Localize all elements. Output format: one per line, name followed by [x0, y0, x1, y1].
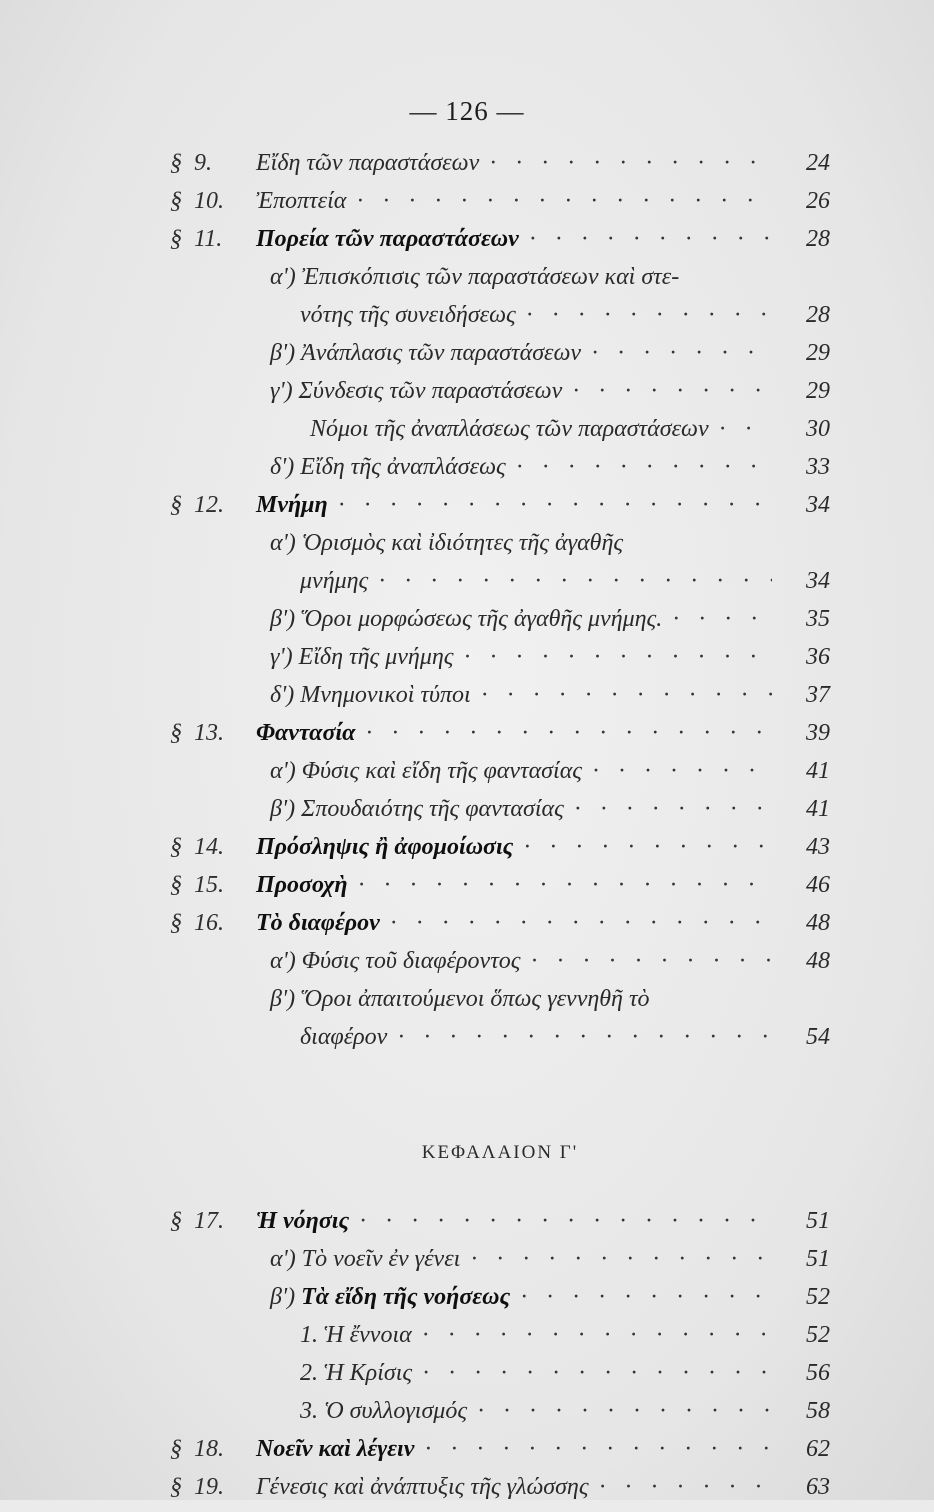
entry-title: Φαντασία [256, 720, 356, 746]
leader-dots [477, 1398, 772, 1425]
page-ref: 34 [806, 492, 830, 518]
page-ref: 39 [806, 720, 830, 746]
page-ref: 33 [806, 454, 830, 480]
section-number: § 13. [170, 720, 224, 746]
leader-dots [338, 492, 772, 519]
toc-subentry [170, 948, 830, 986]
entry-title: δ') Μνημονικοὶ τύποι [270, 682, 471, 708]
leader-dots [365, 720, 772, 747]
page-ref: 37 [806, 682, 830, 708]
page-ref: 35 [806, 606, 830, 632]
toc-subentry [170, 378, 830, 416]
toc-subentry-continuation [170, 1024, 830, 1062]
section-number: § 11. [170, 226, 223, 252]
table-of-contents [170, 150, 830, 1512]
entry-title: α') Ἐπισκόπισις τῶν παραστάσεων καὶ στε- [270, 264, 680, 290]
page-ref: 41 [806, 758, 830, 784]
toc-entry [170, 910, 830, 948]
leader-dots [591, 340, 772, 367]
entry-title: Ἐποπτεία [256, 188, 347, 214]
entry-title: 1. Ἡ ἔννοια [300, 1322, 412, 1348]
page-ref: 52 [806, 1322, 830, 1348]
section-number: § 12. [170, 492, 224, 518]
section-number: § 15. [170, 872, 224, 898]
page-ref: 56 [806, 1360, 830, 1386]
entry-title: β') Ἀνάπλασις τῶν παραστάσεων [270, 340, 582, 366]
toc-subentry [170, 644, 830, 682]
entry-title: Γένεσις καὶ ἀνάπτυξις τῆς γλώσσης [256, 1474, 589, 1500]
toc-subentry [170, 682, 830, 720]
leader-dots [592, 758, 772, 785]
page-ref: 54 [806, 1024, 830, 1050]
leader-dots [531, 948, 772, 975]
leader-dots [422, 1360, 772, 1387]
entry-title: Νόμοι τῆς ἀναπλάσεως τῶν παραστάσεων [310, 416, 709, 442]
page-ref: 48 [806, 948, 830, 974]
page-ref: 58 [806, 1398, 830, 1424]
toc-subentry [170, 1284, 830, 1322]
leader-dots [358, 872, 772, 899]
page-ref: 24 [806, 150, 830, 176]
entry-title: Τὸ διαφέρον [256, 910, 380, 936]
leader-dots [572, 378, 772, 405]
entry-title: β') Σπουδαιότης τῆς φαντασίας [270, 796, 564, 822]
toc-subentry-continuation [170, 302, 830, 340]
page-ref: 46 [806, 872, 830, 898]
entry-title: Προσοχὴ [256, 872, 348, 898]
toc-subentry [170, 416, 830, 454]
page-ref: 48 [806, 910, 830, 936]
leader-dots [378, 568, 772, 595]
leader-dots [359, 1208, 772, 1235]
leader-dots [672, 606, 772, 633]
toc-subentry [170, 796, 830, 834]
entry-title: Ἡ νόησις [256, 1208, 350, 1234]
entry-title: δ') Εἴδη τῆς ἀναπλάσεως [270, 454, 506, 480]
page-number: — 126 — [409, 96, 525, 126]
toc-subentry [170, 340, 830, 378]
section-number: § 10. [170, 188, 224, 214]
entry-title: Μνήμη [256, 492, 328, 518]
leader-dots [529, 226, 772, 253]
toc-entry [170, 834, 830, 872]
toc-subentry [170, 1398, 830, 1436]
page-ref: 30 [806, 416, 830, 442]
toc-subentry [170, 758, 830, 796]
toc-entry [170, 492, 830, 530]
page-ref: 43 [806, 834, 830, 860]
entry-title: Πρόσληψις ἢ ἀφομοίωσις [256, 834, 514, 860]
section-number: § 18. [170, 1436, 224, 1462]
toc-subentry [170, 606, 830, 644]
toc-entry [170, 720, 830, 758]
entry-title: γ') Εἴδη τῆς μνήμης [270, 644, 454, 670]
toc-subentry [170, 1322, 830, 1360]
leader-dots [422, 1322, 772, 1349]
toc-entry [170, 188, 830, 226]
page-ref: 51 [806, 1208, 830, 1234]
page-ref: 52 [806, 1284, 830, 1310]
page-ref: 51 [806, 1246, 830, 1272]
entry-title: β') Ὅροι ἀπαιτούμενοι ὅπως γεννηθῆ τὸ [270, 986, 650, 1012]
page-ref: 28 [806, 302, 830, 328]
entry-title: β') Ὅροι μορφώσεως τῆς ἀγαθῆς μνήμης. [270, 606, 663, 632]
entry-title: α') Τὸ νοεῖν ἐν γένει [270, 1246, 461, 1272]
entry-title: α') Φύσις καὶ εἴδη τῆς φαντασίας [270, 758, 583, 784]
toc-entry [170, 226, 830, 264]
page-ref: 34 [806, 568, 830, 594]
page-ref: 36 [806, 644, 830, 670]
section-number: § 14. [170, 834, 224, 860]
leader-dots [520, 1284, 772, 1311]
toc-subentry-continuation [170, 568, 830, 606]
toc-entry [170, 872, 830, 910]
leader-dots [516, 454, 772, 481]
chapter-heading: ΚΕΦΑΛΑΙΟΝ Γ' [421, 1142, 579, 1163]
toc-entry [170, 1474, 830, 1512]
entry-title-continuation: διαφέρον [300, 1024, 388, 1050]
toc-subentry [170, 1360, 830, 1398]
leader-dots [719, 416, 772, 443]
leader-dots [599, 1474, 772, 1501]
page-ref: 63 [806, 1474, 830, 1500]
leader-dots [397, 1024, 772, 1051]
entry-title-continuation: νότης τῆς συνειδήσεως [300, 302, 516, 328]
toc-entry [170, 150, 830, 188]
entry-title: Εἴδη τῶν παραστάσεων [256, 150, 480, 176]
section-number: § 16. [170, 910, 224, 936]
page-ref: 62 [806, 1436, 830, 1462]
toc-subentry [170, 264, 830, 302]
page-ref: 26 [806, 188, 830, 214]
toc-subentry [170, 454, 830, 492]
toc-entry [170, 1208, 830, 1246]
entry-title: γ') Σύνδεσις τῶν παραστάσεων [270, 378, 563, 404]
page-ref: 29 [806, 340, 830, 366]
leader-dots [424, 1436, 772, 1463]
entry-title: β') Τὰ εἴδη τῆς νοήσεως [270, 1284, 511, 1310]
page-ref: 29 [806, 378, 830, 404]
section-number: § 17. [170, 1208, 224, 1234]
entry-title: Νοεῖν καὶ λέγειν [256, 1436, 415, 1462]
entry-title: Πορεία τῶν παραστάσεων [256, 226, 519, 252]
leader-dots [356, 188, 772, 215]
leader-dots [481, 682, 772, 709]
page-ref: 41 [806, 796, 830, 822]
section-number: § 9. [170, 150, 212, 176]
entry-title: 3. Ὁ συλλογισμός [300, 1398, 468, 1424]
entry-title: α') Φύσις τοῦ διαφέροντος [270, 948, 521, 974]
leader-dots [390, 910, 772, 937]
toc-subentry [170, 986, 830, 1024]
entry-title: 2. Ἡ Κρίσις [300, 1360, 413, 1386]
leader-dots [523, 834, 772, 861]
toc-entry [170, 1436, 830, 1474]
section-number: § 19. [170, 1474, 224, 1500]
leader-dots [489, 150, 772, 177]
toc-subentry [170, 1246, 830, 1284]
entry-title-continuation: μνήμης [300, 568, 369, 594]
leader-dots [526, 302, 772, 329]
leader-dots [574, 796, 772, 823]
leader-dots [470, 1246, 772, 1273]
entry-title: α') Ὁρισμὸς καὶ ἰδιότητες τῆς ἀγαθῆς [270, 530, 624, 556]
page-ref: 28 [806, 226, 830, 252]
leader-dots [464, 644, 772, 671]
toc-subentry [170, 530, 830, 568]
